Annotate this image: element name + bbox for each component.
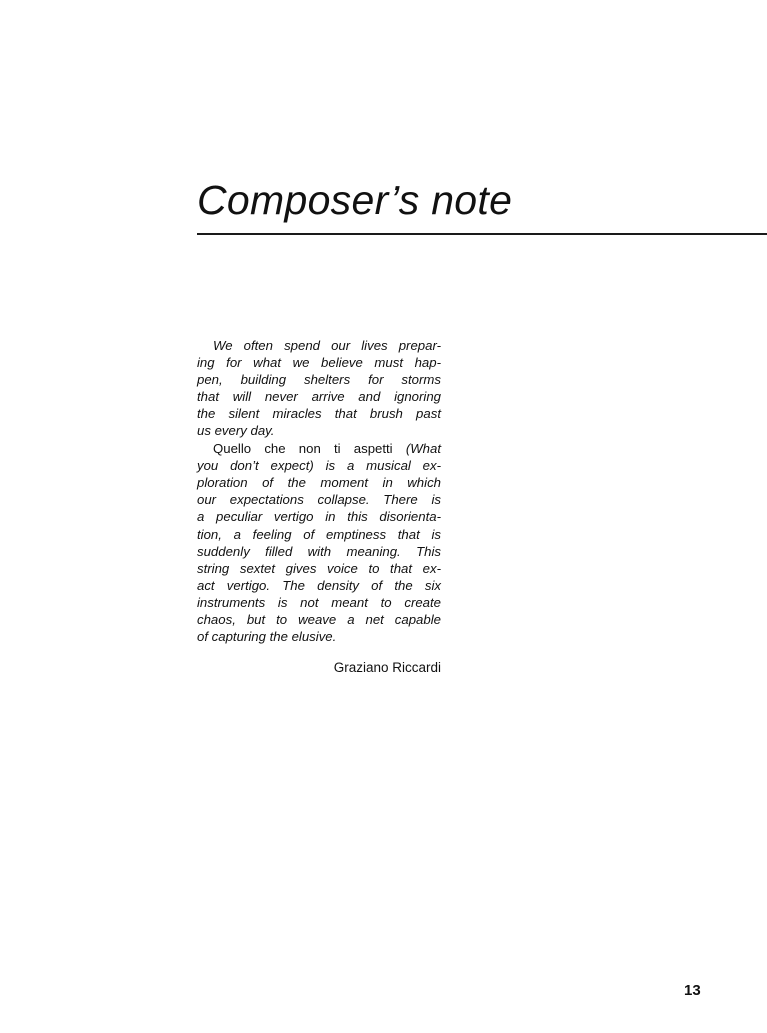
text-line: instruments is not meant to create bbox=[197, 594, 441, 610]
text-line: our expectations collapse. There is bbox=[197, 492, 441, 508]
text-line: chaos, but to weave a net capable bbox=[197, 611, 441, 627]
text-line: act vertigo. The density of the six bbox=[197, 577, 441, 593]
text-line: ploration of the moment in which bbox=[197, 475, 441, 491]
title-underline-rule bbox=[197, 233, 767, 235]
page-title: Composer’s note bbox=[197, 177, 513, 223]
note-paragraph-2 bbox=[197, 440, 441, 645]
text-line: us every day. bbox=[197, 423, 275, 439]
text-line: you don’t expect) is a musical ex- bbox=[197, 458, 441, 474]
text-line: that will never arrive and ignoring bbox=[197, 389, 441, 405]
note-paragraph-1 bbox=[197, 337, 441, 439]
text-line: a peculiar vertigo in this disorienta- bbox=[197, 509, 441, 525]
piece-title: Quello che non ti aspetti bbox=[213, 441, 393, 457]
text-line: tion, a feeling of emptiness that is bbox=[197, 526, 441, 542]
text-line: ing for what we believe must hap- bbox=[197, 355, 441, 371]
text-line: the silent miracles that brush past bbox=[197, 406, 441, 422]
text-line: suddenly filled with meaning. This bbox=[197, 543, 441, 559]
piece-title-translation-start: (What bbox=[405, 441, 441, 457]
text-line: of capturing the elusive. bbox=[197, 628, 337, 644]
composer-note-text bbox=[197, 337, 441, 645]
text-line bbox=[197, 440, 441, 457]
author-signature: Graziano Riccardi bbox=[333, 660, 441, 675]
text-line: We often spend our lives prepar- bbox=[213, 338, 441, 353]
text-line: pen, building shelters for storms bbox=[197, 372, 441, 388]
text-line: string sextet gives voice to that ex- bbox=[197, 560, 441, 576]
page-number: 13 bbox=[684, 982, 701, 999]
